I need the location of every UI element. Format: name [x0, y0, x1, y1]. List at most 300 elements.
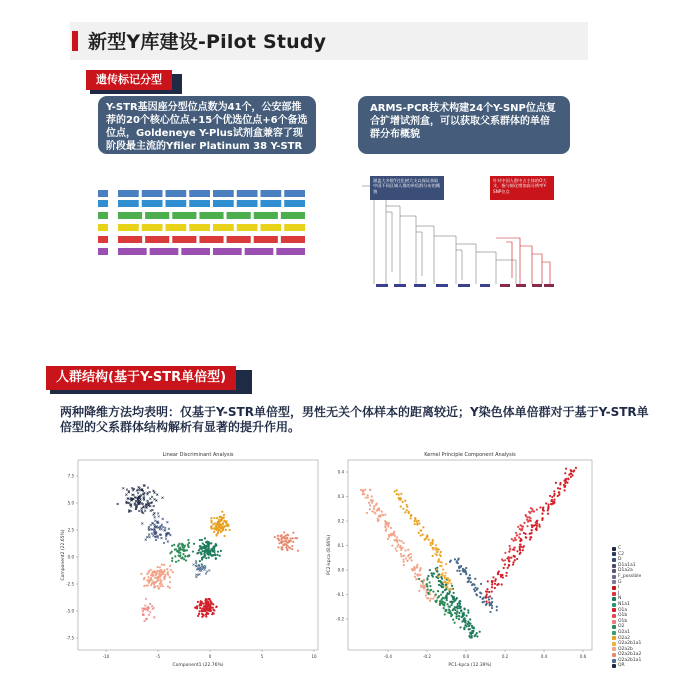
lda-point: [205, 548, 207, 550]
lda-point: [211, 527, 213, 529]
ystr-info-box: Y-STR基因座分型位点数为41个，公安部推荐的20个核心位点+15个优选位点+6个备选位点，Goldeneye Y-Plus试剂盒兼容了现阶段最主流的Yfiler Platinum 38 Y-STR panel: [98, 96, 316, 154]
kpca-point: [491, 586, 493, 588]
kpca-point: [528, 516, 530, 518]
kpca-point: [382, 514, 384, 516]
legend-label: O2a2: [618, 635, 631, 641]
kpca-point: [530, 507, 532, 509]
lda-point: [179, 554, 181, 556]
dye-lane-label: [98, 200, 108, 207]
kpca-xtick: 0.0: [462, 654, 470, 659]
legend-label: O1b: [618, 618, 628, 624]
lda-point: [207, 605, 209, 607]
kpca-point: [510, 557, 512, 559]
kpca-point: [436, 568, 438, 570]
kpca-point: [468, 578, 470, 580]
lda-point: [179, 552, 181, 554]
locus-block: [118, 200, 139, 207]
locus-block: [142, 200, 163, 207]
kpca-point: [394, 547, 396, 549]
kpca-ytick: 0.4: [337, 469, 344, 475]
kpca-point: [472, 583, 474, 585]
kpca-point: [530, 532, 532, 534]
lda-point: [205, 615, 207, 617]
legend-swatch: [612, 586, 616, 590]
kpca-point: [404, 511, 406, 513]
lda-point: [219, 516, 221, 518]
lda-point: [169, 534, 171, 536]
kpca-scatter-plot: [324, 450, 596, 670]
kpca-point: [456, 611, 458, 613]
kpca-point: [446, 597, 448, 599]
lda-point: [149, 498, 151, 500]
lda-ytick: -5.0: [66, 608, 74, 614]
kpca-point: [416, 520, 418, 522]
kpca-point: [459, 626, 461, 628]
kpca-point: [432, 543, 434, 545]
locus-block: [172, 236, 196, 243]
lda-point: [205, 602, 207, 604]
lda-point: [165, 535, 167, 537]
lda-point: [287, 541, 289, 543]
lda-point: [177, 560, 179, 562]
lda-point: [184, 550, 186, 552]
kpca-point: [489, 604, 491, 606]
lda-point: [205, 613, 207, 615]
kpca-point: [399, 546, 401, 548]
legend-swatch: [612, 547, 616, 551]
legend-swatch: [612, 558, 616, 562]
kpca-point: [565, 468, 567, 470]
kpca-point: [450, 559, 452, 561]
kpca-point: [492, 580, 494, 582]
kpca-point: [416, 567, 418, 569]
kpca-point: [542, 507, 544, 509]
lda-point: [150, 584, 152, 586]
kpca-point: [489, 611, 491, 613]
kpca-ytick: -0.1: [336, 592, 344, 597]
kpca-point: [456, 597, 458, 599]
kpca-point: [426, 583, 428, 585]
locus-block: [281, 212, 305, 219]
kpca-point: [369, 504, 371, 506]
kpca-point: [553, 493, 555, 495]
lda-point: [150, 577, 152, 579]
lda-ytick: 5.0: [67, 500, 74, 506]
kpca-point: [453, 592, 455, 594]
kpca-point: [402, 559, 404, 561]
kpca-point: [471, 625, 473, 627]
lda-point: [215, 606, 217, 608]
kpca-point: [416, 564, 418, 566]
kpca-point: [494, 587, 496, 589]
kpca-point: [452, 619, 454, 621]
lda-point: [284, 540, 286, 542]
lda-point: [141, 507, 143, 509]
tree-note-red: 针对中国人群中占主体的O大支，指与细化增加高分辨率Y-SNP位点: [490, 176, 554, 200]
kpca-point: [384, 514, 386, 516]
kpca-point: [570, 470, 572, 472]
kpca-point: [444, 613, 446, 615]
kpca-point: [480, 592, 482, 594]
kpca-point: [396, 536, 398, 538]
kpca-point: [525, 515, 527, 517]
lda-point: [173, 544, 175, 546]
kpca-point: [407, 555, 409, 557]
lda-point: [213, 546, 215, 548]
kpca-point: [473, 588, 475, 590]
lda-point: [204, 610, 206, 612]
lda-point: [157, 585, 159, 587]
lda-point: [147, 487, 149, 489]
kpca-point: [486, 593, 488, 595]
kpca-point: [485, 600, 487, 602]
lda-point: [154, 516, 156, 518]
kpca-point: [388, 522, 390, 524]
kpca-point: [491, 607, 493, 609]
kpca-point: [487, 580, 489, 582]
lda-point: [169, 581, 171, 583]
lda-point: [151, 572, 153, 574]
kpca-point: [438, 558, 440, 560]
kpca-point: [446, 592, 448, 594]
kpca-point: [421, 580, 423, 582]
lda-point: [151, 496, 153, 498]
kpca-point: [490, 602, 492, 604]
kpca-point: [451, 588, 453, 590]
kpca-point: [461, 616, 463, 618]
lda-point: [162, 518, 164, 520]
kpca-point: [573, 469, 575, 471]
lda-point: [163, 542, 165, 544]
lda-point: [204, 569, 206, 571]
kpca-point: [508, 565, 510, 567]
locus-block: [227, 212, 251, 219]
lda-point: [140, 494, 142, 496]
kpca-point: [411, 568, 413, 570]
lda-point: [160, 537, 162, 539]
kpca-point: [516, 558, 518, 560]
dye-lane-label: [98, 248, 108, 255]
lda-point: [159, 566, 161, 568]
lda-point: [153, 505, 155, 507]
kpca-point: [529, 538, 531, 540]
kpca-point: [422, 584, 424, 586]
kpca-point: [557, 487, 559, 489]
legend-label: D1a1a1: [618, 562, 636, 568]
legend-swatch: [612, 664, 616, 668]
kpca-point: [460, 565, 462, 567]
lda-point: [210, 520, 212, 522]
lda-point: [201, 563, 203, 565]
kpca-point: [492, 576, 494, 578]
locus-block: [118, 190, 139, 197]
lda-point: [209, 542, 211, 544]
kpca-point: [384, 526, 386, 528]
kpca-point: [418, 574, 420, 576]
locus-block: [145, 212, 169, 219]
lda-point: [187, 539, 189, 541]
lda-point: [122, 487, 124, 489]
kpca-point: [408, 512, 410, 514]
kpca-point: [514, 546, 516, 548]
kpca-point: [432, 539, 434, 541]
lda-point: [206, 571, 208, 573]
kpca-ytick: 0.0: [337, 567, 344, 573]
lda-point: [204, 553, 206, 555]
lda-point: [148, 534, 150, 536]
kpca-point: [526, 519, 528, 521]
kpca-point: [428, 539, 430, 541]
kpca-point: [414, 576, 416, 578]
locus-block: [166, 190, 187, 197]
lda-point: [210, 610, 212, 612]
kpca-point: [532, 524, 534, 526]
lda-point: [179, 546, 181, 548]
kpca-point: [519, 553, 521, 555]
kpca-point: [396, 541, 398, 543]
kpca-point: [430, 544, 432, 546]
lda-point: [156, 572, 158, 574]
lda-point: [145, 539, 147, 541]
kpca-point: [439, 603, 441, 605]
lda-point: [182, 553, 184, 555]
dye-lane-label: [98, 224, 108, 231]
kpca-point: [429, 600, 431, 602]
lda-point: [229, 529, 231, 531]
kpca-point: [564, 472, 566, 474]
kpca-point: [559, 482, 561, 484]
lda-point: [146, 536, 148, 538]
kpca-point: [460, 610, 462, 612]
legend-swatch: [612, 614, 616, 618]
lda-point: [213, 531, 215, 533]
legend-swatch: [612, 625, 616, 629]
kpca-point: [508, 551, 510, 553]
lda-point: [174, 548, 176, 550]
kpca-point: [511, 538, 513, 540]
kpca-point: [398, 539, 400, 541]
lda-point: [196, 552, 198, 554]
kpca-point: [391, 545, 393, 547]
locus-block: [213, 190, 234, 197]
legend-label: D1a2a: [618, 568, 633, 574]
kpca-point: [549, 495, 551, 497]
kpca-point: [370, 499, 372, 501]
lda-point: [195, 560, 197, 562]
kpca-point: [545, 502, 547, 504]
lda-point: [174, 555, 176, 557]
kpca-point: [410, 514, 412, 516]
lda-point: [163, 564, 165, 566]
kpca-point: [362, 491, 364, 493]
lda-point: [220, 531, 222, 533]
kpca-point: [400, 549, 402, 551]
header-accent-bar: [72, 31, 78, 51]
kpca-point: [487, 596, 489, 598]
kpca-point: [364, 489, 366, 491]
kpca-point: [413, 566, 415, 568]
legend-swatch: [612, 608, 616, 612]
lda-point: [185, 559, 187, 561]
lda-point: [153, 492, 155, 494]
kpca-point: [427, 575, 429, 577]
kpca-point: [381, 511, 383, 513]
kpca-point: [433, 573, 435, 575]
lda-point: [151, 605, 153, 607]
kpca-point: [377, 518, 379, 520]
lda-xtick: 10: [311, 654, 317, 659]
lda-point: [153, 490, 155, 492]
lda-point: [201, 610, 203, 612]
kpca-point: [445, 572, 447, 574]
kpca-point: [437, 597, 439, 599]
kpca-xtick: 0.2: [501, 654, 509, 659]
kpca-point: [422, 534, 424, 536]
kpca-point: [398, 493, 400, 495]
kpca-point: [465, 567, 467, 569]
kpca-point: [471, 636, 473, 638]
kpca-point: [500, 576, 502, 578]
locus-block: [199, 212, 223, 219]
legend-swatch: [612, 597, 616, 601]
kpca-point: [505, 575, 507, 577]
lda-point: [156, 577, 158, 579]
dye-lane-label: [98, 190, 108, 197]
kpca-point: [535, 527, 537, 529]
locus-block: [261, 200, 282, 207]
legend-swatch: [612, 620, 616, 624]
kpca-point: [536, 509, 538, 511]
kpca-point: [424, 538, 426, 540]
kpca-point: [459, 570, 461, 572]
kpca-point: [564, 486, 566, 488]
lda-point: [216, 533, 218, 535]
lda-axes-frame: [78, 460, 318, 650]
kpca-point: [393, 532, 395, 534]
kpca-point: [570, 473, 572, 475]
lda-point: [291, 548, 293, 550]
lda-point: [169, 576, 171, 578]
lda-point: [149, 491, 151, 493]
lda-point: [162, 585, 164, 587]
lda-point: [157, 579, 159, 581]
kpca-point: [445, 563, 447, 565]
kpca-point: [547, 503, 549, 505]
lda-point: [201, 539, 203, 541]
kpca-point: [418, 578, 420, 580]
kpca-point: [532, 510, 534, 512]
kpca-point: [450, 615, 452, 617]
locus-block: [118, 236, 142, 243]
lda-point: [198, 613, 200, 615]
lda-point: [219, 529, 221, 531]
locus-block: [189, 200, 210, 207]
locus-block: [245, 248, 274, 255]
kpca-point: [469, 633, 471, 635]
kpca-point: [517, 526, 519, 528]
lda-point: [274, 536, 276, 538]
lda-point: [201, 616, 203, 618]
kpca-point: [427, 593, 429, 595]
kpca-point: [407, 549, 409, 551]
lda-point: [149, 603, 151, 605]
kpca-point: [523, 522, 525, 524]
locus-block: [261, 190, 282, 197]
legend-swatch: [612, 636, 616, 640]
legend-label: O1a: [618, 607, 628, 613]
kpca-point: [427, 597, 429, 599]
kpca-point: [401, 547, 403, 549]
kpca-point: [502, 576, 504, 578]
lda-point: [206, 543, 208, 545]
kpca-point: [467, 581, 469, 583]
kpca-point: [430, 598, 432, 600]
lda-point: [292, 532, 294, 534]
lda-point: [184, 555, 186, 557]
lda-point: [202, 556, 204, 558]
locus-block: [227, 236, 251, 243]
lda-point: [210, 606, 212, 608]
kpca-point: [367, 496, 369, 498]
kpca-point: [385, 528, 387, 530]
lda-point: [201, 613, 203, 615]
kpca-point: [565, 480, 567, 482]
lda-ytick: 0.0: [67, 554, 74, 560]
kpca-point: [371, 510, 373, 512]
analysis-description: 两种降维方法均表明：仅基于Y-STR单倍型，男性无关个体样本的距离较近；Y染色体单倍群对于基于Y-STR单倍型的父系群体结构解析有显著的提升作用。: [60, 405, 649, 434]
lda-point: [210, 517, 212, 519]
lda-point: [166, 521, 168, 523]
kpca-point: [506, 572, 508, 574]
lda-point: [139, 489, 141, 491]
lda-point: [150, 510, 152, 512]
kpca-point: [418, 520, 420, 522]
lda-point: [171, 560, 173, 562]
locus-block: [261, 224, 282, 231]
lda-point: [277, 546, 279, 548]
lda-point: [171, 545, 173, 547]
kpca-point: [435, 549, 437, 551]
kpca-point: [555, 482, 557, 484]
kpca-point: [387, 538, 389, 540]
kpca-point: [513, 555, 515, 557]
lda-point: [144, 605, 146, 607]
kpca-point: [442, 575, 444, 577]
kpca-point: [528, 511, 530, 513]
lda-point: [157, 512, 159, 514]
kpca-point: [448, 605, 450, 607]
locus-block: [142, 224, 163, 231]
locus-block: [118, 212, 142, 219]
lda-point: [214, 554, 216, 556]
lda-point: [142, 503, 144, 505]
kpca-point: [430, 572, 432, 574]
lda-point: [211, 613, 213, 615]
kpca-point: [403, 555, 405, 557]
lda-point: [140, 573, 142, 575]
locus-block: [281, 236, 305, 243]
kpca-point: [531, 529, 533, 531]
kpca-point: [456, 570, 458, 572]
locus-block: [284, 224, 305, 231]
kpca-point: [547, 513, 549, 515]
kpca-point: [395, 539, 397, 541]
lda-point: [146, 579, 148, 581]
legend-swatch: [612, 603, 616, 607]
lda-point: [186, 549, 188, 551]
kpca-point: [441, 561, 443, 563]
lda-point: [159, 585, 161, 587]
